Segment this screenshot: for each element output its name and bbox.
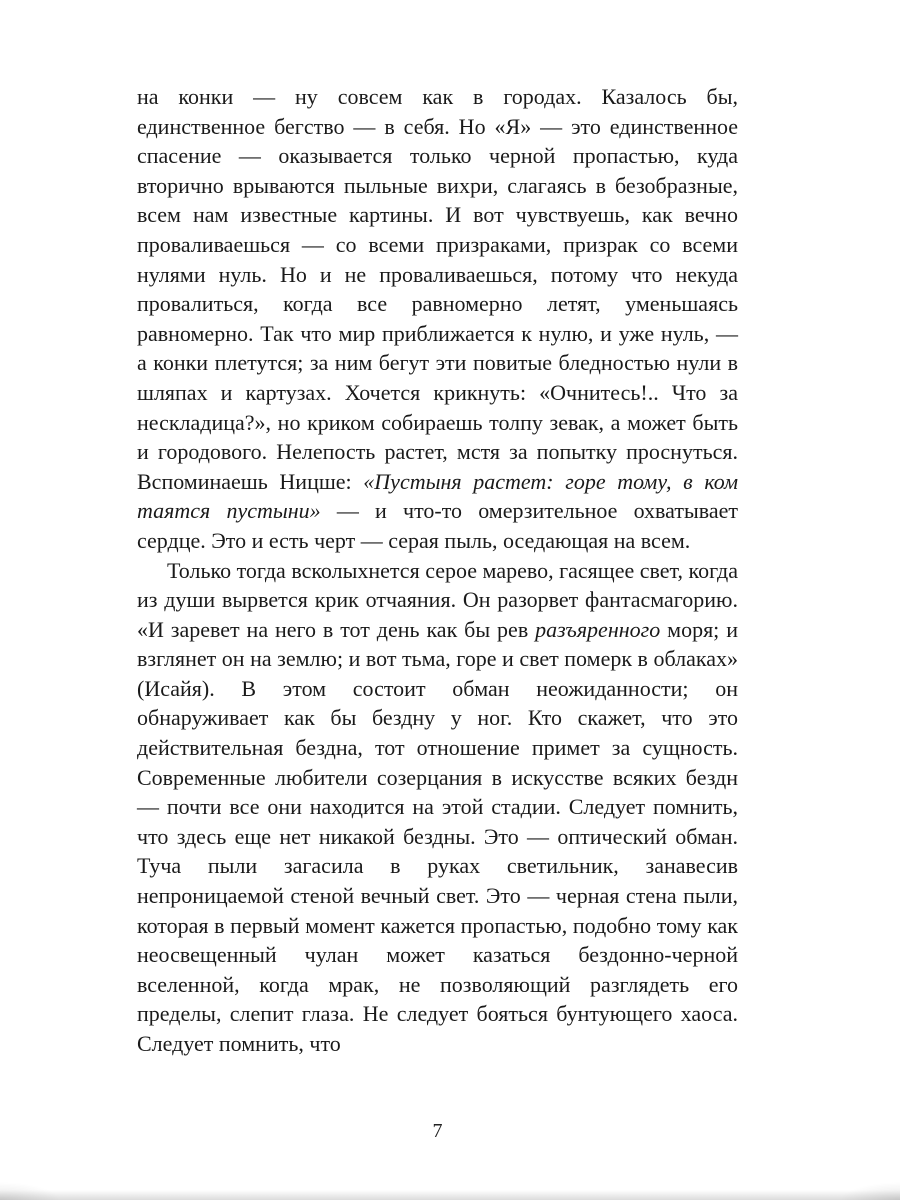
page-corner-shadow-left [0,1182,60,1200]
text-run: Только тогда всколыхнется серое марево, гасящее свет, когда из души вырвется крик отчаяния. Он разорвет фантасмагорию. «И заревет на него в тот день как бы рев [137,557,738,642]
page-bottom-edge-shadow [0,1190,900,1200]
text-run: моря; и взглянет он на землю; и вот тьма, горе и свет померк в облаках» (Исайя). В этом состоит обман неожиданности; он обнаруживает как бы бездну у ног. Кто скажет, что это действительная бездна, тот отношение примет за сущность. Современные любители созерцания в искусстве всяких бездн — почти все они находится на этой стадии. Следует помнить, что здесь еще нет никакой бездны. Это — оптический обман. Туча пыли загасила в руках светильник, занавесив непроницаемой стеной вечный свет. Это — черная стена пыли, которая в первый момент кажется пропастью, подобно тому как неосвещенный чулан может казаться бездонно-черной вселенной, когда мрак, не позволяющий разглядеть его пределы, слепит глаза. Не следует бояться бунтующего хаоса. Следует помнить, что [137,616,738,1056]
paragraph [137,556,738,1059]
emphasized-text-run: разъяренного [535,616,661,642]
text-run: на конки — ну совсем как в городах. Казалось бы, единственное бегство — в себя. Но «Я» — это единственное спасение — оказывается только черной пропастью, куда вторично врываются пыльные вихри, слагаясь в безобразные, всем нам известные картины. И вот чувствуешь, как вечно проваливаешься — со всеми призраками, призрак со всеми нулями нуль. Но и не проваливаешься, потому что некуда провалиться, когда все равномерно летят, уменьшаясь равномерно. Так что мир приближается к нулю, и уже нуль, — а конки плетутся; за ним бегут эти повитые бледностью нули в шляпах и картузах. Хочется крикнуть: «Очнитесь!.. Что за нескладица?», но криком собираешь толпу зевак, а может быть и городового. Нелепость растет, мстя за попытку проснуться. Вспоминаешь Ницше: [137,84,738,494]
page-text-block [137,82,738,1059]
emphasized-text-run: «Пустыня растет: горе тому, в ком таятся пустыни» [137,468,738,524]
page-number: 7 [432,1120,443,1142]
page-corner-shadow-right [840,1182,900,1200]
paragraph [137,82,738,556]
text-run: — и что-то омерзительное охватывает сердце. Это и есть черт — серая пыль, оседающая на всем. [137,498,738,553]
